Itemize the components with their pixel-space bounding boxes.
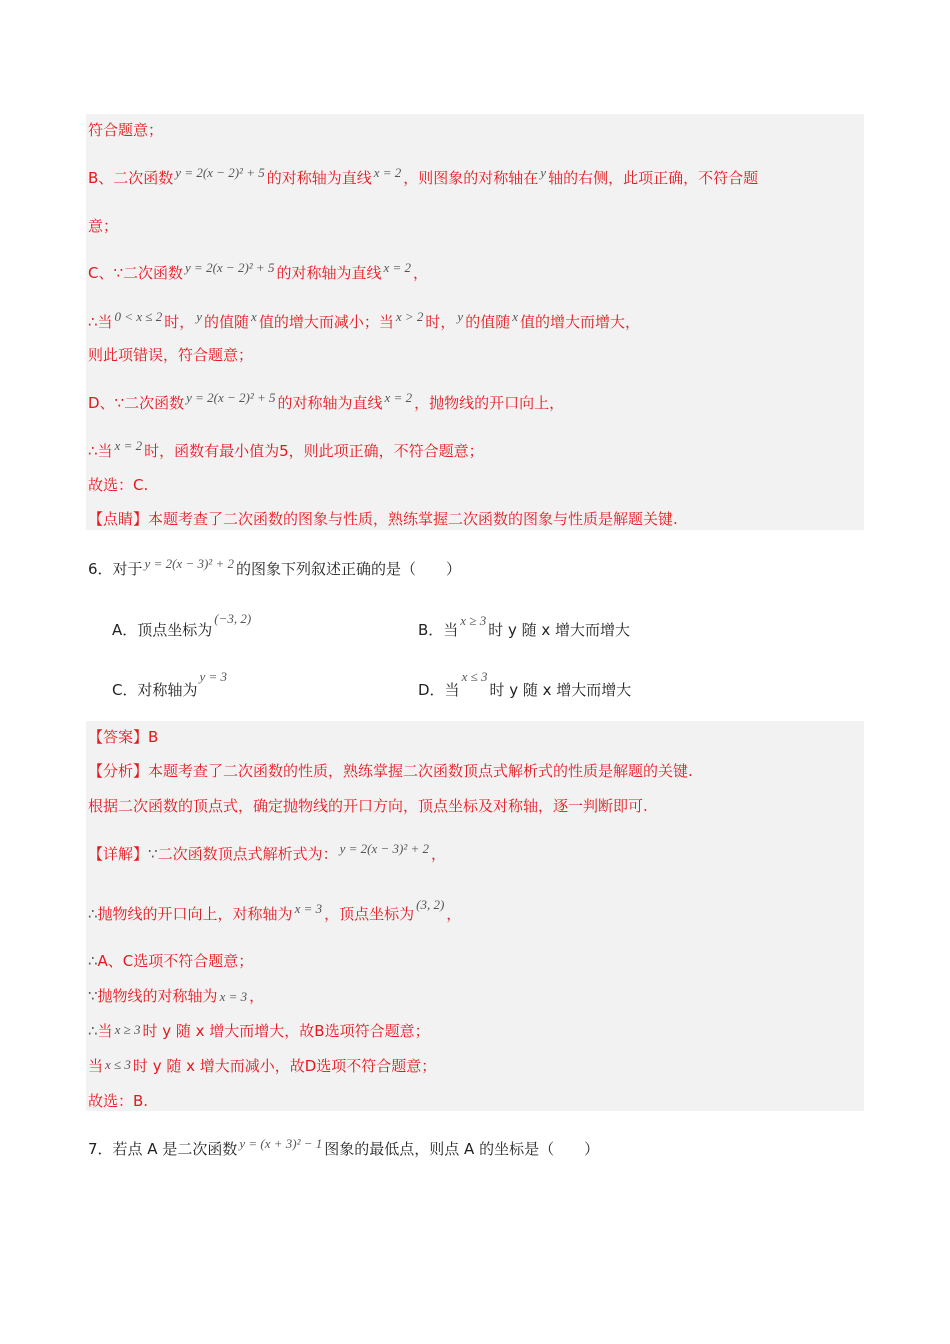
- formula: x > 2: [395, 309, 424, 324]
- formula: x = 3: [294, 901, 323, 916]
- sol5-line-5: [88, 311, 640, 334]
- sol6-detail-3: [88, 950, 253, 972]
- formula: y: [457, 309, 464, 324]
- text: C．对称轴为: [112, 681, 198, 699]
- formula: x = 3: [219, 989, 248, 1004]
- text: ，: [249, 987, 265, 1005]
- question-6-stem: [88, 558, 461, 581]
- text: 时，函数有最小值为5，则此项正确，不符合题意；: [144, 442, 484, 460]
- text: B、二次函数: [88, 169, 174, 187]
- question-6-option-d: [418, 669, 632, 702]
- because-symbol: ∵: [88, 987, 98, 1005]
- text: ，: [431, 845, 447, 863]
- sol6-detail-1: [88, 843, 446, 866]
- text: 的对称轴为直线: [266, 169, 372, 187]
- sol5-line-2: [88, 167, 758, 190]
- sol5-line-8: [88, 440, 484, 463]
- text: ，则图象的对称轴在: [403, 169, 539, 187]
- text: 时 y 随 x 增大而增大: [489, 681, 632, 699]
- sol6-answer: 【答案】B: [88, 728, 159, 746]
- formula: x: [251, 309, 257, 324]
- formula: y = (x + 3)² − 1: [239, 1136, 323, 1151]
- sol5-line-9: 故选：C.: [88, 476, 149, 494]
- sol5-line-10: 【点睛】本题考查了二次函数的图象与性质，熟练掌握二次函数的图象与性质是解题关键.: [88, 510, 678, 528]
- text: A．顶点坐标为: [112, 621, 213, 639]
- text: 时 y 随 x 增大而增大: [488, 621, 631, 639]
- text: 7．若点 A 是二次函数: [88, 1140, 238, 1158]
- formula: x: [512, 309, 518, 324]
- question-6-option-b: [418, 613, 631, 642]
- text: 抛物线的对称轴为: [97, 987, 218, 1005]
- text: ，: [446, 905, 462, 923]
- formula: (−3, 2): [214, 611, 252, 626]
- formula: x = 2: [383, 260, 412, 275]
- text: 图象的最低点，则点 A 的坐标是（ ）: [324, 1140, 600, 1158]
- text: 值的增大而减小；当: [258, 313, 394, 331]
- formula: x ≤ 3: [461, 669, 488, 684]
- question-7-stem: [88, 1138, 599, 1161]
- formula: x = 2: [384, 390, 413, 405]
- formula: (3, 2): [416, 897, 445, 912]
- text: ，抛物线的开口向上，: [414, 394, 565, 412]
- formula: x ≤ 3: [105, 1057, 131, 1072]
- text: 的值随: [465, 313, 511, 331]
- therefore-symbol: ∴: [88, 905, 98, 923]
- text: 的对称轴为直线: [277, 394, 383, 412]
- formula: y: [540, 165, 547, 180]
- sol5-line-1: 符合题意；: [88, 121, 164, 139]
- sol6-analysis: 【分析】本题考查了二次函数的性质，熟练掌握二次函数顶点式解析式的性质是解题的关键.: [88, 762, 693, 780]
- formula: y = 2(x − 3)² + 2: [144, 556, 234, 571]
- text: A、C选项不符合题意；: [97, 952, 254, 970]
- text: 时 y 随 x 增大而增大，故B选项符合题意；: [142, 1022, 430, 1040]
- sol6-detail-6: [88, 1055, 436, 1078]
- text: 时，: [425, 313, 456, 331]
- formula: y = 2(x − 3)² + 2: [339, 841, 429, 856]
- question-6-option-a: [112, 611, 253, 642]
- text: 当: [97, 1022, 113, 1040]
- sol6-detail-7: 故选：B.: [88, 1092, 149, 1110]
- text: 6．对于: [88, 560, 143, 578]
- text: ，: [413, 264, 429, 282]
- formula: x = 2: [114, 438, 143, 453]
- text: 二次函数顶点式解析式为：: [157, 845, 338, 863]
- sol5-line-3: 意；: [88, 217, 119, 235]
- text: 的对称轴为直线: [276, 264, 382, 282]
- sol6-detail-4: [88, 985, 264, 1008]
- text: D、∵二次函数: [88, 394, 185, 412]
- text: 值的增大而增大，: [519, 313, 640, 331]
- because-symbol: ∵: [148, 845, 158, 863]
- text: C、∵二次函数: [88, 264, 184, 282]
- formula: y = 2(x − 2)² + 5: [185, 260, 275, 275]
- therefore-symbol: ∴: [88, 1022, 98, 1040]
- sol6-detail-5: [88, 1020, 430, 1043]
- sol5-line-4: [88, 262, 428, 285]
- formula: y: [196, 309, 203, 324]
- therefore-symbol: ∴: [88, 952, 98, 970]
- formula: 0 < x ≤ 2: [114, 309, 163, 324]
- sol6-detail-2: [88, 897, 462, 926]
- text: 当: [88, 1057, 104, 1075]
- text: 【详解】: [88, 845, 149, 863]
- text: ∴当: [88, 442, 113, 460]
- text: 的值随: [204, 313, 250, 331]
- text: 的图象下列叙述正确的是（ ）: [235, 560, 461, 578]
- text: B．当: [418, 621, 459, 639]
- formula: y = 2(x − 2)² + 5: [186, 390, 276, 405]
- text: 抛物线的开口向上，对称轴为: [97, 905, 293, 923]
- sol5-line-6: 则此项错误，符合题意；: [88, 346, 254, 364]
- question-6-option-c: [112, 669, 229, 702]
- sol6-analysis-2: 根据二次函数的顶点式，确定抛物线的开口方向，顶点坐标及对称轴，逐一判断即可.: [88, 797, 648, 815]
- text: D．当: [418, 681, 460, 699]
- text: 时 y 随 x 增大而减小，故D选项不符合题意；: [132, 1057, 437, 1075]
- text: ∴当: [88, 313, 113, 331]
- formula: x = 2: [373, 165, 402, 180]
- text: 时，: [164, 313, 195, 331]
- sol5-line-7: [88, 392, 564, 415]
- formula: y = 3: [199, 669, 228, 684]
- text: ，顶点坐标为: [324, 905, 415, 923]
- formula: x ≥ 3: [460, 613, 487, 628]
- formula: x ≥ 3: [114, 1022, 141, 1037]
- text: 轴的右侧，此项正确，不符合题: [548, 169, 759, 187]
- formula: y = 2(x − 2)² + 5: [175, 165, 265, 180]
